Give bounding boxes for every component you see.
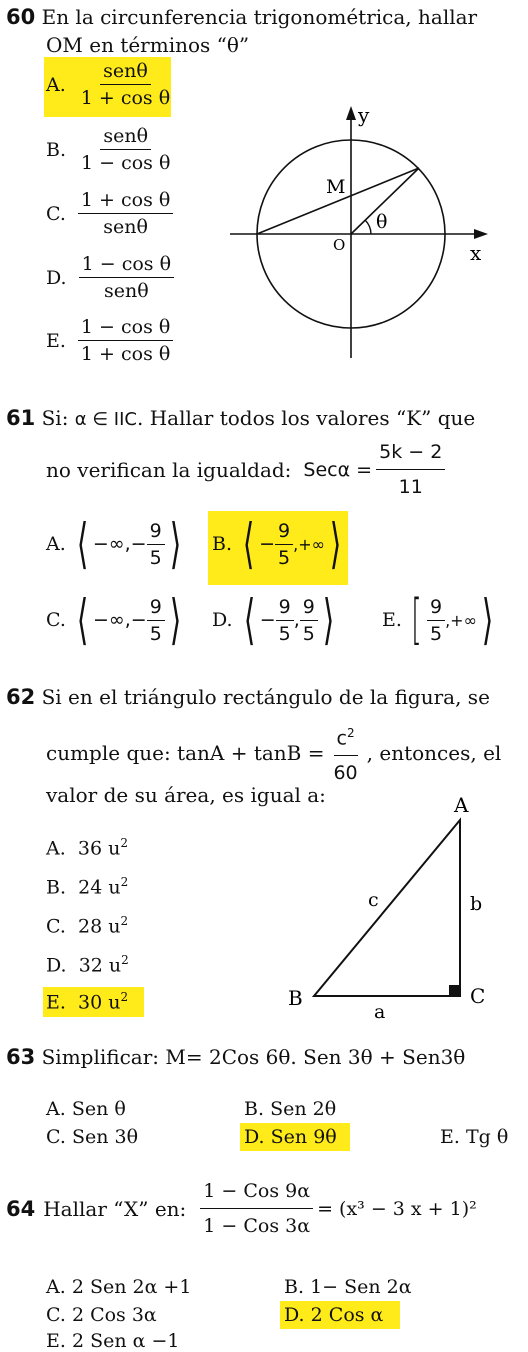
option-label: A. bbox=[46, 533, 66, 555]
theta-label: θ bbox=[376, 211, 388, 233]
x-axis-arrow-icon bbox=[474, 229, 488, 239]
q61-option-d[interactable] bbox=[212, 588, 339, 651]
option-numerator: senθ bbox=[100, 60, 151, 85]
fraction-denominator: 5 bbox=[302, 622, 315, 645]
close-bracket: ⟩ bbox=[169, 588, 182, 651]
fraction-numerator: 9 bbox=[300, 596, 318, 621]
close-bracket: ⟩ bbox=[329, 512, 342, 575]
option-value: 2 Sen α −1 bbox=[71, 1330, 180, 1352]
q63-option-b[interactable] bbox=[244, 1098, 336, 1120]
option-label: A. bbox=[46, 73, 66, 96]
question-text: Si en el triángulo rectángulo de la figura, se bbox=[41, 685, 490, 709]
option-value: 2 Cos α bbox=[310, 1304, 384, 1326]
condition-text: α ∈ IIC bbox=[74, 409, 137, 430]
option-label: D. bbox=[284, 1304, 305, 1326]
side-c-label: c bbox=[368, 889, 379, 911]
question-number: 60 bbox=[6, 5, 36, 29]
fraction-numerator: 9 bbox=[275, 520, 293, 545]
question-61-line2 bbox=[46, 437, 445, 502]
q62-option-b[interactable] bbox=[46, 875, 128, 898]
option-denominator: senθ bbox=[103, 216, 148, 238]
vertex-c-label: C bbox=[470, 984, 486, 1008]
option-label: C. bbox=[46, 1126, 66, 1148]
side-b-label: b bbox=[470, 893, 483, 915]
question-text: Si: bbox=[41, 406, 69, 430]
option-label: D. bbox=[46, 266, 67, 289]
question-text: . Hallar todos los valores “K” que bbox=[136, 406, 476, 430]
option-label: A. bbox=[46, 837, 66, 860]
equation-exponent: 2 bbox=[346, 726, 355, 740]
question-number: 64 bbox=[6, 1196, 36, 1221]
question-62 bbox=[0, 680, 528, 1025]
question-60 bbox=[0, 0, 528, 380]
equation-numerator: 1 − Cos 9α bbox=[200, 1176, 313, 1209]
option-label: D. bbox=[46, 954, 67, 977]
option-value: 2 Cos 3α bbox=[71, 1304, 157, 1326]
equation-denominator: 11 bbox=[398, 476, 423, 498]
question-text: Hallar “X” en: bbox=[43, 1196, 187, 1221]
question-number: 63 bbox=[6, 1045, 36, 1069]
fraction-numerator: 9 bbox=[276, 596, 294, 621]
question-62-line2 bbox=[46, 718, 501, 788]
question-text: En la circunferencia trigonométrica, hallar bbox=[41, 5, 478, 29]
option-denominator: 1 + cos θ bbox=[80, 343, 171, 365]
triangle bbox=[314, 820, 460, 996]
fraction-numerator: 9 bbox=[147, 520, 165, 545]
option-denominator: 1 + cos θ bbox=[80, 87, 171, 109]
q62-option-c[interactable] bbox=[46, 914, 128, 937]
question-text: , entonces, el bbox=[366, 741, 502, 766]
fraction-denominator: 5 bbox=[149, 622, 162, 645]
right-triangle-figure bbox=[284, 790, 504, 1020]
option-label: E. bbox=[440, 1126, 460, 1148]
question-text: cumple que: tanA + tanB = bbox=[46, 741, 325, 766]
equation-lhs: Secα = bbox=[303, 458, 373, 481]
question-64 bbox=[0, 1170, 528, 1352]
close-bracket: ⟩ bbox=[322, 588, 335, 651]
option-label: B. bbox=[46, 138, 67, 161]
question-63-line1 bbox=[6, 1042, 465, 1072]
q60-option-e[interactable] bbox=[46, 316, 173, 365]
question-61-line1 bbox=[6, 403, 475, 435]
q61-option-e[interactable] bbox=[382, 588, 498, 651]
option-value: 1− Sen 2α bbox=[310, 1276, 412, 1298]
question-number: 62 bbox=[6, 685, 36, 709]
m-label: M bbox=[326, 176, 346, 198]
question-62-line1 bbox=[6, 682, 490, 712]
q60-option-a[interactable] bbox=[46, 60, 173, 109]
option-value: Sen 9θ bbox=[270, 1126, 337, 1148]
q61-option-c[interactable] bbox=[46, 588, 186, 651]
unit-circle-figure bbox=[220, 100, 490, 362]
q60-option-b[interactable] bbox=[46, 125, 173, 174]
option-numerator: 1 − cos θ bbox=[78, 316, 173, 341]
option-numerator: senθ bbox=[100, 125, 151, 150]
option-value: 30 u bbox=[78, 991, 121, 1014]
interval-prefix: −∞,− bbox=[92, 533, 147, 555]
q61-option-b[interactable] bbox=[212, 512, 346, 575]
option-numerator: 1 + cos θ bbox=[78, 189, 173, 214]
option-value: 28 u bbox=[78, 915, 121, 938]
close-bracket: ⟩ bbox=[481, 588, 494, 651]
vertex-a-label: A bbox=[454, 793, 469, 817]
option-value: 36 u bbox=[77, 837, 121, 860]
q61-option-a[interactable] bbox=[46, 512, 186, 575]
equation-numerator: c bbox=[336, 727, 347, 750]
option-exponent: 2 bbox=[120, 836, 128, 850]
option-label: B. bbox=[244, 1098, 265, 1120]
side-a-label: a bbox=[374, 1001, 386, 1020]
fraction-denominator: 5 bbox=[430, 622, 443, 645]
option-value: Sen 2θ bbox=[270, 1098, 337, 1120]
option-exponent: 2 bbox=[120, 875, 129, 889]
option-value: 2 Sen 2α +1 bbox=[71, 1276, 192, 1298]
question-64-line1 bbox=[6, 1176, 477, 1241]
option-label: D. bbox=[212, 609, 233, 631]
equation-denominator: 1 − Cos 3α bbox=[203, 1215, 311, 1237]
question-60-line1 bbox=[6, 2, 477, 32]
q64-option-b[interactable] bbox=[284, 1276, 412, 1298]
fraction-denominator: 5 bbox=[278, 622, 291, 645]
fraction-numerator: 9 bbox=[427, 596, 445, 621]
question-61 bbox=[0, 395, 528, 670]
q62-option-a[interactable] bbox=[46, 836, 128, 859]
option-label: D. bbox=[244, 1126, 265, 1148]
close-bracket: ⟩ bbox=[169, 512, 181, 575]
option-value: 32 u bbox=[78, 954, 122, 977]
option-label: A. bbox=[46, 1098, 66, 1120]
open-bracket: ⟨ bbox=[76, 588, 89, 651]
interval-prefix: −∞,− bbox=[92, 609, 147, 631]
y-axis-arrow-icon bbox=[346, 106, 356, 120]
option-label: A. bbox=[46, 1276, 66, 1298]
q64-option-a[interactable] bbox=[46, 1276, 191, 1298]
q60-option-d[interactable] bbox=[46, 253, 174, 302]
option-label: E. bbox=[46, 329, 66, 352]
option-label: E. bbox=[46, 1330, 66, 1352]
q63-option-e[interactable] bbox=[440, 1126, 508, 1148]
open-bracket: [ bbox=[411, 588, 422, 651]
option-exponent: 2 bbox=[120, 914, 129, 928]
theta-arc bbox=[365, 220, 371, 234]
q63-option-c[interactable] bbox=[46, 1126, 138, 1148]
option-value: 24 u bbox=[78, 876, 121, 899]
option-label: C. bbox=[46, 1304, 66, 1326]
option-value: Sen 3θ bbox=[71, 1126, 139, 1148]
equation-rhs: = (x³ − 3 x + 1)² bbox=[317, 1197, 477, 1220]
option-label: C. bbox=[46, 915, 66, 938]
option-value: Sen θ bbox=[71, 1098, 126, 1120]
q63-option-a[interactable] bbox=[46, 1098, 126, 1120]
option-label: E. bbox=[382, 609, 402, 631]
question-60-line2: OM en términos “θ” bbox=[46, 33, 250, 57]
q62-option-d[interactable] bbox=[46, 953, 129, 976]
q64-option-c[interactable] bbox=[46, 1304, 157, 1326]
interval-prefix: − bbox=[259, 609, 276, 631]
right-angle-marker bbox=[449, 985, 460, 996]
q60-option-c[interactable] bbox=[46, 189, 173, 238]
option-numerator: 1 − cos θ bbox=[79, 253, 174, 278]
q64-option-d[interactable] bbox=[284, 1304, 383, 1326]
equation-numerator: 5k − 2 bbox=[376, 437, 445, 470]
open-bracket: ⟨ bbox=[242, 512, 255, 575]
option-exponent: 2 bbox=[120, 990, 129, 1004]
q63-option-d[interactable] bbox=[244, 1126, 337, 1148]
fraction-denominator: 5 bbox=[149, 546, 162, 569]
x-label: x bbox=[470, 241, 482, 265]
option-label: E. bbox=[46, 991, 66, 1014]
option-label: B. bbox=[212, 533, 233, 555]
open-bracket: ⟨ bbox=[76, 512, 89, 575]
origin-label: O bbox=[333, 236, 346, 254]
option-label: C. bbox=[46, 609, 66, 631]
question-63 bbox=[0, 1040, 528, 1160]
option-denominator: 1 − cos θ bbox=[81, 152, 171, 174]
question-62-line3: valor de su área, es igual a: bbox=[46, 783, 326, 807]
fraction-denominator: 5 bbox=[278, 546, 291, 569]
interval-suffix: ,+∞ bbox=[293, 534, 325, 554]
question-text: no verifican la igualdad: bbox=[46, 457, 292, 482]
question-text: Simplificar: M= 2Cos 6θ. Sen 3θ + Sen3θ bbox=[41, 1045, 466, 1069]
open-bracket: ⟨ bbox=[243, 588, 255, 651]
option-denominator: senθ bbox=[103, 280, 149, 302]
y-label: y bbox=[358, 103, 370, 127]
option-label: B. bbox=[46, 876, 67, 899]
option-exponent: 2 bbox=[121, 953, 129, 967]
q62-option-e[interactable] bbox=[46, 990, 128, 1013]
interval-separator: , bbox=[293, 609, 300, 631]
option-label: C. bbox=[46, 202, 66, 225]
option-value: Tg θ bbox=[465, 1126, 509, 1148]
vertex-b-label: B bbox=[288, 986, 303, 1010]
q64-option-e[interactable] bbox=[46, 1330, 180, 1352]
question-number: 61 bbox=[6, 406, 36, 430]
equation-denominator: 60 bbox=[333, 762, 358, 785]
option-label: B. bbox=[284, 1276, 305, 1298]
interval-suffix: ,+∞ bbox=[445, 610, 477, 630]
interval-prefix: − bbox=[259, 533, 276, 555]
fraction-numerator: 9 bbox=[147, 596, 165, 621]
